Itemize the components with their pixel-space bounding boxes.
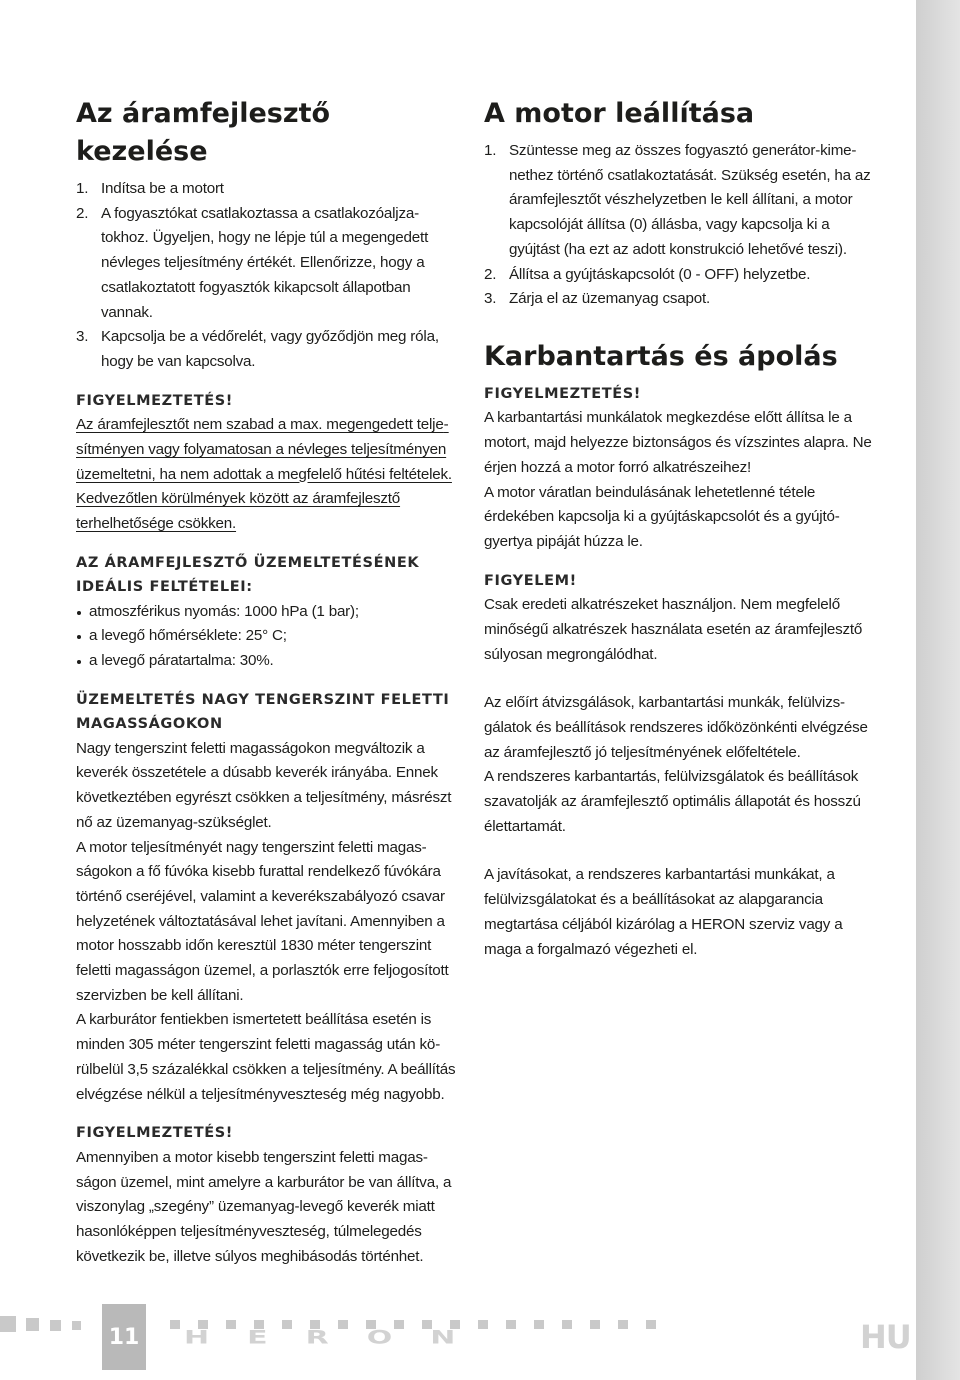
- maintenance-warning-paragraph-1: A karbantartási munkálatok megkezdése előtt állítsa le a motort, majd helyezze biztonságos és vízszintes alapra. Ne érjen hozzá a motor forró alkatrészeihez!: [484, 409, 872, 476]
- footer-square: [26, 1318, 39, 1331]
- warning-title: FIGYELMEZTETÉS!: [484, 385, 642, 402]
- left-column: [76, 95, 456, 1269]
- list-item: 1. Szüntesse meg az összes fogyasztó generátor-kimenethez történő csatlakoztatását. Szükség esetén, ha az áramfejlesztőt vészhelyzetben le kell állítani, a motor kapcsolóját állítsa (0) állásba, vagy kapcsolja ki a gyújtást (ha ezt az adott konstrukció lehetővé teszi).: [484, 142, 871, 258]
- list-item: 1. Indítsa be a motort: [76, 180, 224, 197]
- ideal-conditions-title: AZ ÁRAMFEJLESZTŐ ÜZEMELTETÉSÉNEK IDEÁLIS FELTÉTELEI:: [76, 554, 420, 596]
- footer-square: [618, 1320, 628, 1329]
- footer-square: [506, 1320, 516, 1329]
- operation-steps: [76, 177, 456, 375]
- warning-title: FIGYELMEZTETÉS!: [76, 392, 234, 409]
- footer-square: [170, 1320, 180, 1329]
- brand-logo: HERON: [184, 1326, 494, 1349]
- inspection-paragraph-2: A rendszeres karbantartás, felülvizsgálatok és beállítások szavatolják az áramfejlesztő optimális állapotát és hosszú élettartamát.: [484, 768, 861, 835]
- altitude-paragraph-2: A motor teljesítményét nagy tengerszint feletti magasságokon a fő fúvóka kisebb furattal rendelkező fúvókára történő cseréjével, valamint a keverékszabályozó csavar helyzetének változtatásával lehet javítani. Amennyiben a motor hosszabb időn keresztül 1830 méter tengerszint feletti magasságon üzemel, a porlasztók erre feljogosított szervizben be kell állítani.: [76, 838, 449, 1004]
- attention-title: FIGYELEM!: [484, 572, 577, 589]
- attention-text: Csak eredeti alkatrészeket használjon. Nem megfelelő minőségű alkatrészek használata esetén az áramfejlesztő súlyosan megrongálódhat.: [484, 596, 863, 663]
- language-code: HU: [860, 1318, 911, 1356]
- list-item: 3. Zárja el az üzemanyag csapot.: [484, 290, 711, 308]
- inspection-paragraph-1: Az előírt átvizsgálások, karbantartási munkák, felülvizsgálatok és beállítások rendszeres időközönkénti elvégzése az áramfejlesztő jó teljesítményének előfeltétele.: [484, 694, 868, 761]
- ideal-conditions-list: [76, 600, 456, 674]
- section-heading-operation: Az áramfejlesztő kezelése: [76, 98, 331, 167]
- section-heading-maintenance: Karbantartás és ápolás: [484, 340, 838, 372]
- altitude-paragraph-1: Nagy tengerszint feletti magasságokon megváltozik a keverék összetétele a dúsabb keverék irányába. Ennek következtében egyrészt csökken a teljesítmény, másrészt nő az üzemanyag-szükséglet.: [76, 739, 452, 831]
- warning-text: Amennyiben a motor kisebb tengerszint feletti magasságon üzemel, mint amelyre a karburátor be van állítva, a viszonylag „szegény” üzemanyag-levegő keverék miatt hasonlóképpen teljesítményveszteség, túlmelegedés következik be, illetve súlyos meghibásodás történhet.: [76, 1148, 452, 1265]
- list-item: 3. Kapcsolja be a védőrelét, vagy győződjön meg róla, hogy be van kapcsolva.: [76, 328, 439, 370]
- warning-title: FIGYELMEZTETÉS!: [76, 1125, 234, 1142]
- altitude-paragraph-3: A karburátor fentiekben ismertetett beállítása esetén is minden 305 méter tengerszint feletti magasság után körülbelül 3,5 százalékkal csökken a teljesítmény. A beállítás elvégzése nélkül a teljesítményveszteség még nagyobb.: [76, 1011, 456, 1103]
- list-item: a levegő hőmérséklete: 25° C;: [76, 624, 456, 649]
- footer-square: [646, 1320, 656, 1329]
- page-number: 11: [102, 1304, 146, 1370]
- list-item: 2. Állítsa a gyújtáskapcsolót (0 - OFF) helyzetbe.: [484, 265, 811, 283]
- footer-square: [534, 1320, 544, 1329]
- footer-square: [590, 1320, 600, 1329]
- warning-text: Az áramfejlesztőt nem szabad a max. megengedett teljesítményen vagy folyamatosan a névleges teljesítményen üzemeltetni, ha nem adottak a megfelelő hűtési feltételek. Kedvezőtlen körülmények között az áramfejlesztő terhelhetősége csökken.: [76, 416, 452, 532]
- repair-paragraph: A javításokat, a rendszeres karbantartási munkákat, a felülvizsgálatokat és a beállításokat az alapgarancia megtartása céljából kizárólag a HERON szerviz vagy a maga a forgalmazó végezheti el.: [484, 866, 843, 958]
- list-item: atmoszférikus nyomás: 1000 hPa (1 bar);: [76, 600, 456, 625]
- list-item: a levegő páratartalma: 30%.: [76, 649, 456, 674]
- footer-square: [72, 1321, 81, 1330]
- footer-square: [50, 1320, 61, 1331]
- maintenance-warning-paragraph-2: A motor váratlan beindulásának lehetetlenné tétele érdekében kapcsolja ki a gyújtáskapcsolót és a gyújtógyertya pipáját húzza le.: [484, 483, 840, 550]
- footer-square: [0, 1316, 16, 1332]
- footer-square: [562, 1320, 572, 1329]
- right-column: [484, 95, 876, 962]
- side-strip: [916, 0, 960, 1380]
- list-item: 2. A fogyasztókat csatlakoztassa a csatlakozóaljzatokhoz. Ügyeljen, hogy ne lépje túl a megengedett névleges teljesítmény értékét. Ellenőrizze, hogy a csatlakoztatott fogyasztók kikapcsolt állapotban vannak.: [76, 204, 429, 321]
- stop-steps: [484, 139, 876, 312]
- section-heading-stop: A motor leállítása: [484, 98, 755, 129]
- altitude-title: ÜZEMELTETÉS NAGY TENGERSZINT FELETTI MAGASSÁGOKON: [76, 691, 450, 733]
